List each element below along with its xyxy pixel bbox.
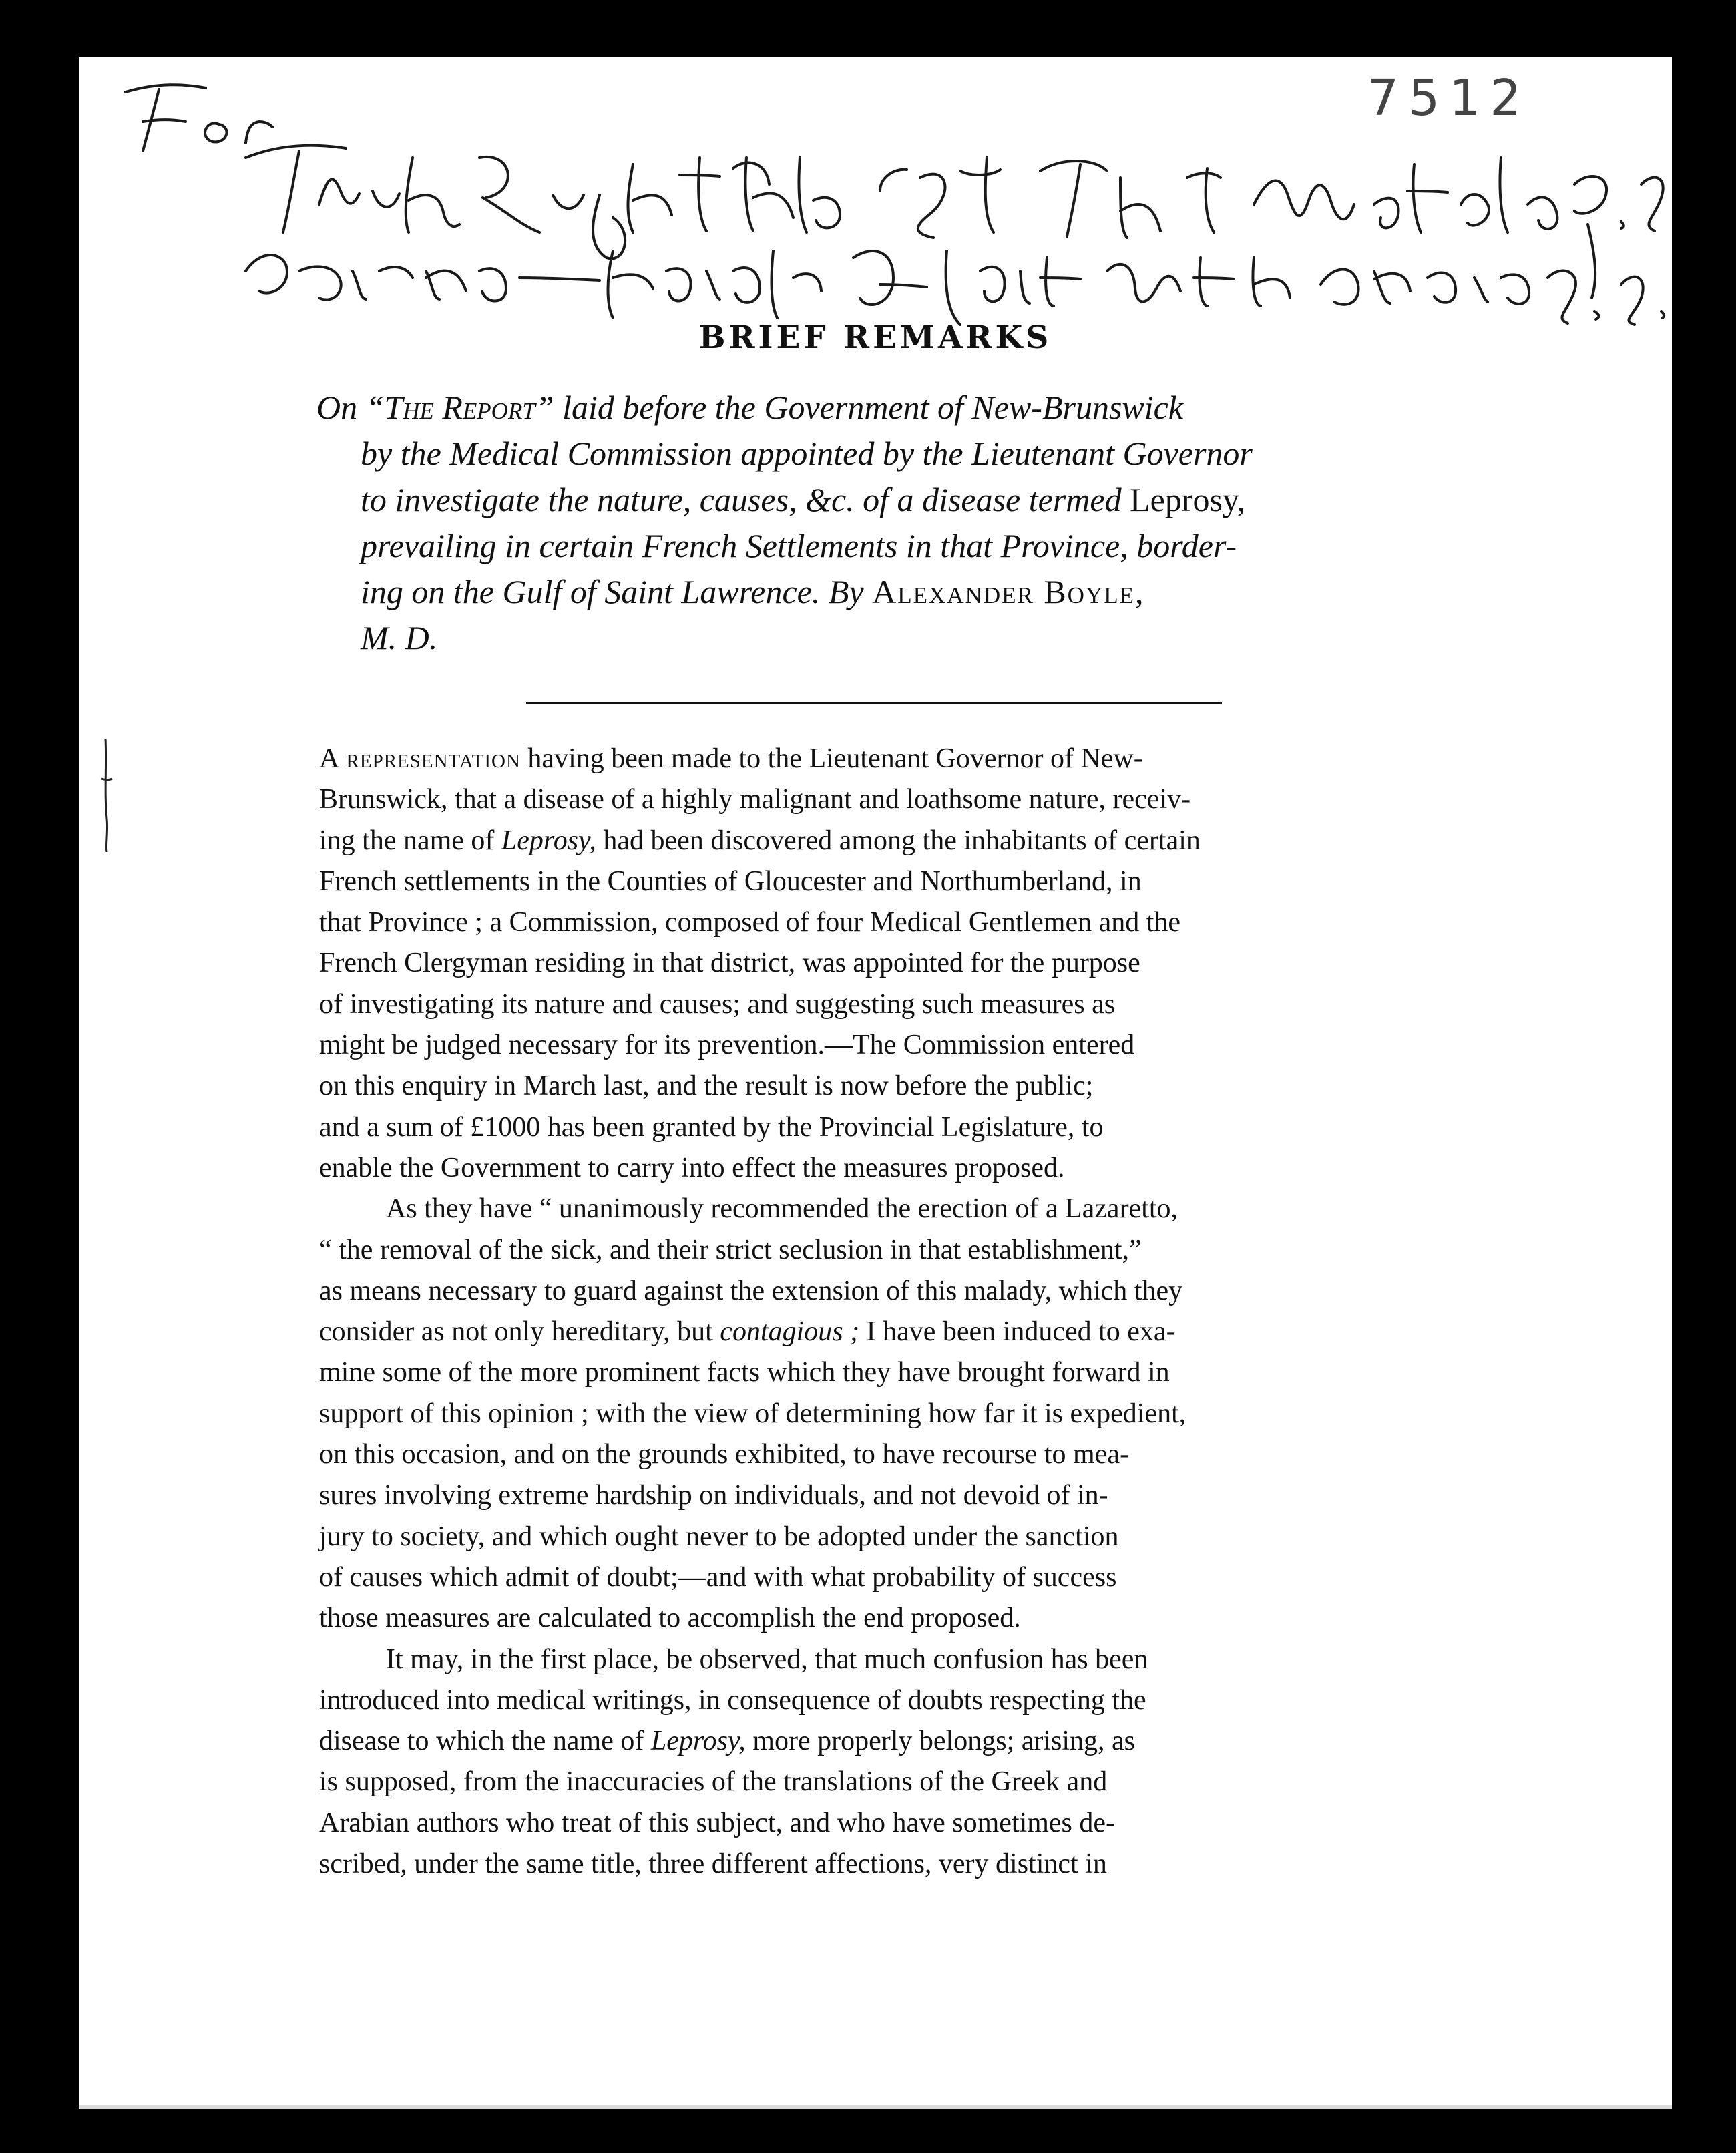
body-line: jury to society, and which ought never to be adopted under the sanction [319, 1521, 1119, 1552]
document-title: BRIEF REMARKS [698, 319, 1052, 356]
body-line: sures involving extreme hardship on individuals, and not devoid of in- [319, 1480, 1108, 1511]
body-text [319, 739, 1508, 1885]
body-line: French Clergyman residing in that district, was appointed for the purpose [319, 948, 1140, 979]
body-text-span: consider as not only hereditary, but [319, 1316, 720, 1348]
body-line: and a sum of £1000 has been granted by the Provincial Legislature, to [319, 1111, 1104, 1143]
subtitle-text: ing on the Gulf of Saint Lawrence. By [361, 573, 873, 610]
author-name: Alexander Boyle, [872, 573, 1145, 610]
body-text-span: more properly belongs; arising, as [745, 1726, 1136, 1757]
subtitle-text: On “ [316, 389, 385, 426]
page-edge [79, 2105, 1672, 2109]
body-line: “ the removal of the sick, and their strict seclusion in that establishment,” [319, 1234, 1142, 1265]
subtitle-line [79, 385, 1672, 431]
handwritten-inscription [79, 57, 1672, 338]
body-line: Brunswick, that a disease of a highly malignant and loathsome nature, receiv- [319, 784, 1191, 815]
body-line: support of this opinion ; with the view of determining how far it is expedient, [319, 1398, 1186, 1429]
body-line: Arabian authors who treat of this subject, and who have sometimes de- [319, 1807, 1116, 1838]
body-line: on this occasion, and on the grounds exhibited, to have recourse to mea- [319, 1439, 1129, 1471]
emphasis-contagious: contagious ; [720, 1316, 860, 1348]
subtitle-leprosy: Leprosy, [1130, 481, 1246, 518]
body-text-span: having been made to the Lieutenant Governor of New- [520, 743, 1143, 774]
subtitle-line: M. D. [361, 619, 438, 656]
body-text-span: ing the name of [319, 825, 501, 856]
body-line: of investigating its nature and causes; and suggesting such measures as [319, 988, 1116, 1020]
handwriting-scrawl [79, 57, 1672, 338]
body-line: might be judged necessary for its prevention.—The Commission entered [319, 1030, 1135, 1061]
subtitle-line [79, 477, 1672, 523]
body-line: those measures are calculated to accomplish the end proposed. [319, 1603, 1021, 1634]
subtitle-line [79, 569, 1672, 615]
body-text-span: disease to which the name of [319, 1726, 651, 1757]
section-divider [526, 702, 1222, 704]
subtitle-line: prevailing in certain French Settlements in that Province, border- [361, 527, 1237, 564]
body-line: enable the Government to carry into effect the measures proposed. [319, 1152, 1065, 1183]
body-line: as means necessary to guard against the extension of this malady, which they [319, 1275, 1183, 1306]
body-line: that Province ; a Commission, composed of four Medical Gentlemen and the [319, 907, 1181, 938]
body-text-span: I have been induced to exa- [859, 1316, 1176, 1348]
body-line: is supposed, from the inaccuracies of the translations of the Greek and [319, 1766, 1108, 1798]
body-line: French settlements in the Counties of Gloucester and Northumberland, in [319, 865, 1142, 897]
binding-mark [96, 739, 116, 855]
body-line: on this enquiry in March last, and the result is now before the public; [319, 1070, 1094, 1102]
body-line: scribed, under the same title, three different affections, very distinct in [319, 1848, 1107, 1880]
body-line: It may, in the first place, be observed, that much confusion has been [386, 1643, 1148, 1675]
body-line: introduced into medical writings, in consequence of doubts respecting the [319, 1684, 1146, 1716]
document-subtitle [79, 385, 1672, 661]
subtitle-report-title: The Report [384, 389, 535, 426]
catalog-number: 7512 [1367, 69, 1531, 127]
body-text-span: had been discovered among the inhabitants of certain [596, 825, 1201, 856]
subtitle-line: by the Medical Commission appointed by the Lieutenant Governor [361, 435, 1253, 472]
body-line [319, 821, 1508, 861]
emphasis-leprosy: Leprosy, [501, 825, 596, 856]
body-line: As they have “ unanimously recommended the erection of a Lazaretto, [386, 1193, 1178, 1225]
body-line [319, 1721, 1508, 1762]
subtitle-text: ” laid before the Government of New-Brunswick [535, 389, 1184, 426]
emphasis-leprosy: Leprosy, [650, 1726, 746, 1757]
body-line [319, 739, 1508, 779]
body-line [319, 1312, 1508, 1352]
body-line: of causes which admit of doubt;—and with what probability of success [319, 1561, 1117, 1593]
document-page [79, 57, 1672, 2109]
body-line: mine some of the more prominent facts which they have brought forward in [319, 1357, 1170, 1388]
opening-words: A representation [319, 743, 521, 774]
subtitle-text: to investigate the nature, causes, &c. of a disease termed [361, 481, 1130, 518]
